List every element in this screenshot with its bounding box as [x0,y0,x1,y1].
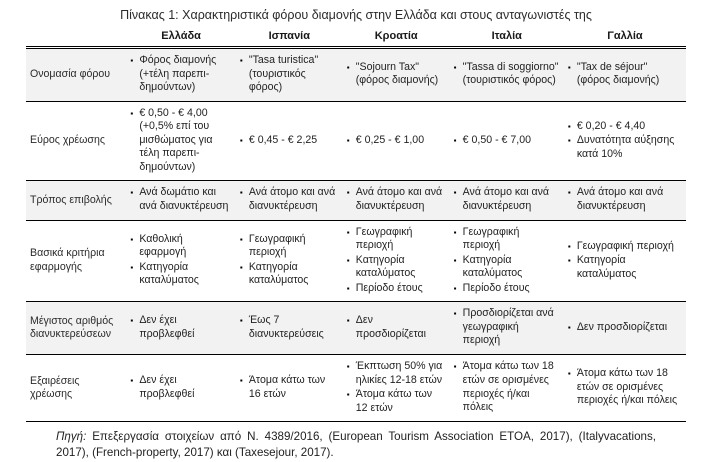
data-cell [450,354,564,421]
square-bullet-icon: ▪ [567,369,571,379]
header-cell-country: Ισπανία [236,28,343,48]
bullet-item [454,134,559,148]
data-cell [236,48,343,102]
square-bullet-icon: ▪ [346,316,350,326]
bullet-item [240,54,338,95]
data-cell [126,302,236,355]
bullet-item [568,61,681,88]
square-bullet-icon: ▪ [453,283,457,293]
bullet-text: Ανά άτομο και ανά διανυκτέρευση [576,186,664,212]
square-bullet-icon: ▪ [239,262,243,272]
data-cell [236,302,343,355]
bullet-text: Ανά άτομο και ανά διανυκτέρευση [462,186,550,212]
bullet-text: € 0,20 - € 4,40 [576,119,646,132]
bullet-text: € 0,50 - € 4,00 (+0,5% επί του μισθώματος για τέλη παρεπι-δημούντων) [139,106,213,173]
bullet-item [347,226,445,253]
header-cell-country: Γαλλία [564,28,686,48]
square-bullet-icon: ▪ [239,135,243,145]
data-cell [343,48,450,102]
bullet-item [130,374,231,401]
data-cell [236,354,343,421]
bullet-item [240,134,338,148]
source-label: Πηγή: [56,430,87,444]
bullet-text: Προσδιορίζεται ανά γεωγραφική περιοχή [462,307,554,347]
square-bullet-icon: ▪ [453,255,457,265]
square-bullet-icon: ▪ [567,256,571,266]
data-cell [564,181,686,220]
bullet-item [347,254,445,281]
row-label: Μέγιστος αριθμός διανυκτερεύσεων [26,302,126,355]
bullet-text: Γεωγραφική περιοχή [248,232,306,259]
data-cell [343,101,450,181]
bullet-text: Έως 7 διανυκτερεύσεις [248,314,324,340]
bullet-item [130,186,231,213]
data-cell [450,48,564,102]
square-bullet-icon: ▪ [453,227,457,237]
square-bullet-icon: ▪ [130,188,134,198]
bullet-item [454,282,559,296]
data-cell [126,181,236,220]
data-cell [236,181,343,220]
square-bullet-icon: ▪ [239,316,243,326]
data-cell [126,354,236,421]
bullet-item [130,233,231,260]
square-bullet-icon: ▪ [346,227,350,237]
bullet-item [347,61,445,88]
table-row [26,181,686,220]
bullet-text: Δεν προσδιορίζεται [355,314,426,340]
bullet-item [240,261,338,288]
row-label: Τρόπος επιβολής [26,181,126,220]
bullet-item [568,254,681,281]
square-bullet-icon: ▪ [346,135,350,145]
tax-comparison-table [26,28,686,422]
table-body [26,48,686,422]
square-bullet-icon: ▪ [346,283,350,293]
data-cell [564,101,686,181]
bullet-item [130,54,231,95]
bullet-item [568,120,681,134]
table-caption: Πίνακας 1: Χαρακτηριστικά φόρου διαμονής στην Ελλάδα και στους ανταγωνιστές της [120,8,592,22]
square-bullet-icon: ▪ [346,255,350,265]
bullet-text: Γεωγραφική περιοχή [355,225,413,252]
bullet-item [347,186,445,213]
data-cell [450,101,564,181]
square-bullet-icon: ▪ [239,376,243,386]
bullet-item [347,360,445,387]
bullet-item [454,307,559,348]
square-bullet-icon: ▪ [453,62,457,72]
square-bullet-icon: ▪ [130,234,134,244]
bullet-item [240,186,338,213]
header-cell-country: Ιταλία [450,28,564,48]
square-bullet-icon: ▪ [453,188,457,198]
data-cell [564,220,686,302]
table-row [26,302,686,355]
data-cell [450,220,564,302]
table-row [26,101,686,181]
data-cell [126,220,236,302]
data-cell [236,101,343,181]
square-bullet-icon: ▪ [130,316,134,326]
bullet-text: Άτομα κάτω των 12 ετών [355,388,433,414]
bullet-text: Έκπτωση 50% για ηλικίες 12-18 ετών [355,359,443,386]
square-bullet-icon: ▪ [453,362,457,372]
bullet-item [347,134,445,148]
bullet-text: Κατηγορία καταλύματος [576,254,637,280]
square-bullet-icon: ▪ [346,62,350,72]
bullet-text: "Tasa turistica" (τουριστικός φόρος) [248,54,319,94]
square-bullet-icon: ▪ [567,241,571,251]
square-bullet-icon: ▪ [567,121,571,131]
bullet-item [568,134,681,161]
bullet-text: Ανά άτομο και ανά διανυκτέρευση [248,186,336,212]
bullet-text: Κατηγορία καταλύματος [355,253,416,280]
bullet-text: Περίοδο έτους [355,281,423,294]
bullet-text: € 0,45 - € 2,25 [248,133,318,146]
data-cell [126,101,236,181]
data-cell [126,48,236,102]
square-bullet-icon: ▪ [130,262,134,272]
data-cell [564,302,686,355]
bullet-item [568,321,681,335]
data-cell [564,354,686,421]
bullet-text: Δεν προσδιορίζεται [576,320,668,333]
source-text: Επεξεργασία στοιχείων από Ν. 4389/2016, (European Tourism Association ETOA, 2017), (Italyvacations, 2017), (French-property, 2017) και (Taxesejour, 2017). [56,430,656,459]
bullet-item [568,240,681,254]
bullet-item [130,314,231,341]
bullet-text: "Tax de séjour" (φόρος διαμονής) [576,60,660,87]
data-cell [343,181,450,220]
bullet-item [347,314,445,341]
bullet-item [454,360,559,414]
square-bullet-icon: ▪ [453,309,457,319]
bullet-text: Δεν έχει προβλεφθεί [139,374,195,400]
bullet-text: Άτομα κάτω των 18 ετών σε ορισμένες περιοχές ή/και πόλεις [576,367,678,407]
row-label: Ονομασία φόρου [26,48,126,102]
square-bullet-icon: ▪ [239,56,243,66]
data-cell [343,220,450,302]
square-bullet-icon: ▪ [567,136,571,146]
square-bullet-icon: ▪ [567,322,571,332]
header-cell-row-labels [26,28,126,48]
bullet-text: Ανά άτομο και ανά διανυκτέρευση [355,186,443,212]
table-row [26,48,686,102]
table-row [26,354,686,421]
bullet-text: Κατηγορία καταλύματος [248,260,309,287]
bullet-text: Καθολική εφαρμογή [139,232,187,259]
data-cell [450,302,564,355]
bullet-item [347,388,445,415]
source-note [56,429,656,460]
square-bullet-icon: ▪ [346,361,350,371]
data-cell [236,220,343,302]
bullet-item [454,254,559,281]
header-cell-country: Κροατία [343,28,450,48]
bullet-item [568,367,681,408]
square-bullet-icon: ▪ [346,188,350,198]
row-label: Εύρος χρέωσης [26,101,126,181]
data-cell [450,181,564,220]
square-bullet-icon: ▪ [239,234,243,244]
square-bullet-icon: ▪ [567,62,571,72]
bullet-text: Άτομα κάτω των 18 ετών σε ορισμένες περιοχές ή/και πόλεις [462,360,554,414]
table-row [26,220,686,302]
bullet-text: Δεν έχει προβλεφθεί [139,314,195,340]
square-bullet-icon: ▪ [453,135,457,145]
row-label: Εξαιρέσεις χρέωσης [26,354,126,421]
bullet-text: Άτομα κάτω των 16 ετών [248,374,326,400]
square-bullet-icon: ▪ [239,188,243,198]
bullet-text: Κατηγορία καταλύματος [139,260,199,287]
bullet-item [130,261,231,288]
bullet-item [454,61,559,88]
data-cell [343,354,450,421]
bullet-text: Γεωγραφική περιοχή [576,239,674,252]
bullet-item [568,186,681,213]
bullet-item [454,226,559,253]
bullet-item [240,374,338,401]
bullet-text: Κατηγορία καταλύματος [462,253,523,280]
header-cell-country: Ελλάδα [126,28,236,48]
bullet-text: "Sojourn Tax" (φόρος διαμονής) [355,60,439,87]
bullet-text: Δυνατότητα αύξησης κατά 10% [576,134,675,160]
bullet-item [347,282,445,296]
square-bullet-icon: ▪ [567,188,571,198]
bullet-text: Γεωγραφική περιοχή [462,225,520,252]
data-cell [343,302,450,355]
square-bullet-icon: ▪ [130,376,134,386]
bullet-item [454,186,559,213]
square-bullet-icon: ▪ [130,56,134,66]
bullet-text: Περίοδο έτους [462,281,530,294]
bullet-text: Ανά δωμάτιο και ανά διανυκτέρευση [139,186,229,212]
square-bullet-icon: ▪ [346,390,350,400]
bullet-item [240,314,338,341]
bullet-item [240,233,338,260]
bullet-text: Φόρος διαμονής (+τέλη παρεπι-δημούντων) [139,54,217,94]
bullet-item [130,107,231,175]
square-bullet-icon: ▪ [130,108,134,118]
table-header-row [26,28,686,48]
bullet-text: € 0,50 - € 7,00 [462,133,531,146]
row-label: Βασικά κριτήρια εφαρμογής [26,220,126,302]
bullet-text: € 0,25 - € 1,00 [355,133,425,146]
data-cell [564,48,686,102]
bullet-text: "Tassa di soggiorno" (τουριστικός φόρος) [462,60,559,87]
